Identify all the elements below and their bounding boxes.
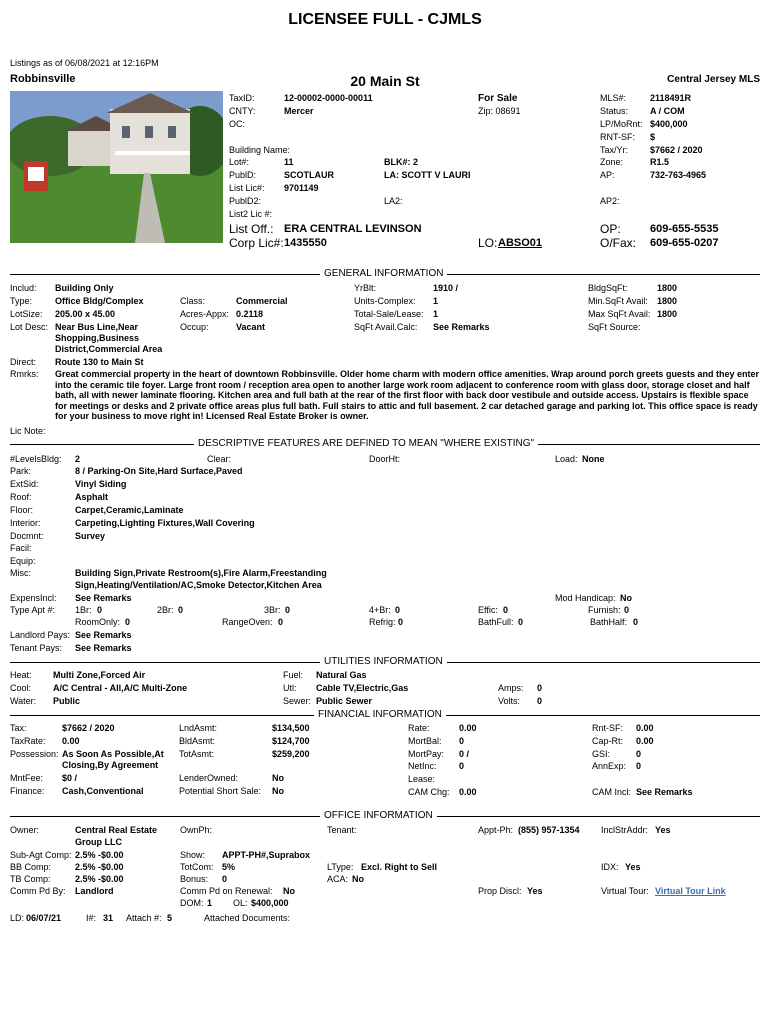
mls-area: Central Jersey MLS: [667, 74, 760, 85]
heat-label: Heat:: [10, 670, 32, 680]
i-label: I#:: [86, 913, 97, 923]
prop-discl-label: Prop Discl:: [478, 886, 522, 896]
interior-value: Carpeting,Lighting Fixtures,Wall Covering: [75, 518, 255, 528]
units-value: 1: [433, 296, 439, 306]
bb-comp-value: 2.5% -$0.00: [75, 862, 124, 872]
water-label: Water:: [10, 696, 37, 706]
town: Robbinsville: [10, 73, 76, 85]
levels-label: #LevelsBldg:: [10, 454, 62, 464]
ltype-label: LType:: [327, 862, 354, 872]
lo-code[interactable]: ABSO01: [498, 237, 543, 249]
br3-label: 3Br:: [264, 605, 281, 615]
lotsize-label: LotSize:: [10, 309, 43, 319]
includ-label: Includ:: [10, 283, 37, 293]
sqft-calc-value: See Remarks: [433, 322, 490, 332]
ld-value: 06/07/21: [26, 913, 62, 923]
office-title: OFFICE INFORMATION: [320, 810, 437, 822]
directions-value: Route 130 to Main St: [55, 357, 144, 367]
lot-label: Lot#:: [229, 157, 250, 167]
bathhalf-value: 0: [633, 617, 639, 627]
br1-value: 0: [97, 605, 103, 615]
type-value: Office Bldg/Complex: [55, 296, 144, 306]
possession-label: Possession:: [10, 749, 59, 759]
br2-value: 0: [178, 605, 184, 615]
utl-label: Utl:: [283, 683, 297, 693]
corp-lic-label: Corp Lic#:: [229, 236, 284, 250]
remarks-label: Rmrks:: [10, 369, 39, 379]
type-label: Type:: [10, 296, 33, 306]
gsi-label: GSI:: [592, 749, 611, 759]
list-office-label: List Off.:: [229, 222, 274, 236]
cam-chg-value: 0.00: [459, 787, 477, 797]
comm-pd-label: Comm Pd By:: [10, 886, 66, 896]
zone-value: R1.5: [650, 157, 670, 167]
taxid-label: TaxID:: [229, 93, 255, 103]
tenant-pays-value: See Remarks: [75, 643, 132, 653]
gsi-value: 0: [636, 749, 642, 759]
ap-label: AP:: [600, 170, 615, 180]
bonus-label: Bonus:: [180, 874, 209, 884]
misc-line2: Sign,Heating/Ventilation/AC,Smoke Detector,Kitchen Area: [75, 580, 322, 590]
roomonly-value: 0: [125, 617, 131, 627]
roof-label: Roof:: [10, 492, 32, 502]
ap-phone: 732-763-4965: [650, 170, 707, 180]
bathfull-label: BathFull:: [478, 617, 514, 627]
load-label: Load:: [555, 454, 578, 464]
i-value: 31: [103, 913, 114, 923]
clear-label: Clear:: [207, 454, 232, 464]
property-photo: [10, 91, 223, 243]
idx-value: Yes: [625, 862, 641, 872]
rnt-sf-fin-value: 0.00: [636, 723, 654, 733]
idx-label: IDX:: [601, 862, 619, 872]
owner-label: Owner:: [10, 825, 40, 835]
landlord-pays-label: Landlord Pays:: [10, 630, 71, 640]
interior-label: Interior:: [10, 518, 41, 528]
finance-label: Finance:: [10, 786, 45, 796]
volts-label: Volts:: [498, 696, 521, 706]
dom-value: 1: [207, 898, 213, 908]
water-value: Public: [53, 696, 81, 706]
office-phone: 609-655-5535: [650, 223, 719, 235]
attach-value: 5: [167, 913, 173, 923]
publd-value: SCOTLAUR: [284, 170, 334, 180]
tenant-label: Tenant:: [327, 825, 357, 835]
lender-owned-label: LenderOwned:: [179, 773, 239, 783]
blk: BLK#: 2: [384, 157, 419, 167]
owner-line1: Central Real Estate: [75, 825, 158, 835]
amps-value: 0: [537, 683, 543, 693]
attach-label: Attach #:: [126, 913, 162, 923]
max-sqft-value: 1800: [657, 309, 678, 319]
totcom-value: 5%: [222, 862, 236, 872]
remarks-text: Great commercial property in the heart of downtown Robbinsville. Older home charm with modern office amenities. Wrap around porch greets guests and they enter into the ceramic tile foyer. Large front room / reception area open to another large work room adjacent to conference room with glass door, storage closet and half bath, all with newer laminate flooring. Kitchen area and full bath at the rear of the first floor with back door vestibule and outside access. Upstairs is flexible space for meetings or desks and 2 private office areas plus full bath. Full stairs to attic and full basement. 2 car detached garage and parking lot. This office space is ready for your business to move right in! Licensed Real Estate Broker is owner.: [55, 369, 759, 421]
owner-line2: Group LLC: [75, 837, 122, 847]
rnt-sf-label: RNT-SF:: [600, 132, 635, 142]
bonus-value: 0: [222, 874, 228, 884]
sewer-value: Public Sewer: [316, 696, 373, 706]
lender-owned-value: No: [272, 773, 284, 783]
bldg-sqft-value: 1800: [657, 283, 678, 293]
class-label: Class:: [180, 296, 206, 306]
utilities-header: [10, 656, 760, 668]
ld-label: LD:: [10, 913, 25, 923]
publd2-label: PublD2:: [229, 196, 262, 206]
lot-desc-line2: Shopping,Business: [55, 333, 140, 343]
lp-label: LP/MoRnt:: [600, 119, 643, 129]
short-sale-value: No: [272, 786, 284, 796]
taxid-value: 12-00002-0000-00011: [284, 93, 373, 103]
rate-value: 0.00: [459, 723, 477, 733]
netinc-label: NetInc:: [408, 761, 437, 771]
attached-docs-label: Attached Documents:: [204, 913, 291, 923]
mls-label: MLS#:: [600, 93, 627, 103]
ol-value: $400,000: [251, 898, 289, 908]
list2-lic-label: List2 Lic #:: [229, 209, 273, 219]
br4-label: 4+Br:: [369, 605, 391, 615]
financial-header: [10, 709, 760, 721]
bathfull-value: 0: [518, 617, 524, 627]
renewal-label: Comm Pd on Renewal:: [180, 886, 273, 896]
tax-yr-value: $7662 / 2020: [650, 145, 703, 155]
publd-label: PublD:: [229, 170, 257, 180]
mortpay-label: MortPay:: [408, 749, 445, 759]
rnt-sf-value: $: [650, 132, 656, 142]
incl-str-addr-label: InclStrAddr:: [601, 825, 649, 835]
sub-agt-value: 2.5% -$0.00: [75, 850, 124, 860]
show-label: Show:: [180, 850, 206, 860]
short-sale-label: Potential Short Sale:: [179, 786, 262, 796]
annexp-value: 0: [636, 761, 642, 771]
listings-date: Listings as of 06/08/2021 at 12:16PM: [10, 58, 159, 68]
lot-value: 11: [284, 157, 294, 167]
yrblt-value: 1910 /: [433, 283, 459, 293]
br4-value: 0: [395, 605, 401, 615]
general-info-header: [10, 268, 760, 280]
office-fax: 609-655-0207: [650, 237, 719, 249]
park-value: 8 / Parking-On Site,Hard Surface,Paved: [75, 466, 243, 476]
effic-value: 0: [503, 605, 509, 615]
br1-label: 1Br:: [75, 605, 92, 615]
doorht-label: DoorHt:: [369, 454, 401, 464]
totasmt-label: TotAsmt:: [179, 749, 215, 759]
cap-rt-value: 0.00: [636, 736, 654, 746]
utl-value: Cable TV,Electric,Gas: [316, 683, 409, 693]
county-label: CNTY:: [229, 106, 256, 116]
mod-handicap-label: Mod Handicap:: [555, 593, 616, 603]
max-sqft-label: Max SqFt Avail:: [588, 309, 651, 319]
sub-agt-label: Sub-Agt Comp:: [10, 850, 72, 860]
volts-value: 0: [537, 696, 543, 706]
rangeoven-value: 0: [278, 617, 284, 627]
taxrate-value: 0.00: [62, 736, 80, 746]
totasmt-value: $259,200: [272, 749, 310, 759]
descriptive-header: [10, 438, 760, 450]
tb-comp-label: TB Comp:: [10, 874, 51, 884]
refrig-label: Refrig:: [369, 617, 396, 627]
expens-label: ExpensIncl:: [10, 593, 57, 603]
list-office-value: ERA CENTRAL LEVINSON: [284, 223, 422, 235]
roof-value: Asphalt: [75, 492, 109, 502]
lotsize-value: 205.00 x 45.00: [55, 309, 116, 319]
zone-label: Zone:: [600, 157, 624, 167]
occup-label: Occup:: [180, 322, 209, 332]
sqft-calc-label: SqFt Avail.Calc:: [354, 322, 418, 332]
prop-discl-value: Yes: [527, 886, 543, 896]
roomonly-label: RoomOnly:: [75, 617, 121, 627]
units-label: Units-Complex:: [354, 296, 416, 306]
tenant-pays-label: Tenant Pays:: [10, 643, 63, 653]
facil-label: Facil:: [10, 543, 32, 553]
extsid-label: ExtSid:: [10, 479, 39, 489]
status-value: A / COM: [650, 106, 685, 116]
docmnt-value: Survey: [75, 531, 106, 541]
virtual-tour-label: Virtual Tour:: [601, 886, 649, 896]
misc-line1: Building Sign,Private Restroom(s),Fire Alarm,Freestanding: [75, 568, 327, 578]
lndasmt-label: LndAsmt:: [179, 723, 218, 733]
lot-desc-line3: District,Commercial Area: [55, 344, 163, 354]
cam-incl-value: See Remarks: [636, 787, 693, 797]
floor-value: Carpet,Ceramic,Laminate: [75, 505, 184, 515]
finance-value: Cash,Conventional: [62, 786, 144, 796]
sqft-source-label: SqFt Source:: [588, 322, 641, 332]
cool-label: Cool:: [10, 683, 32, 693]
mntfee-label: MntFee:: [10, 773, 44, 783]
for-sale-status: For Sale: [478, 93, 518, 104]
tax-label: Tax:: [10, 723, 27, 733]
status-label: Status:: [600, 106, 629, 116]
tb-comp-value: 2.5% -$0.00: [75, 874, 124, 884]
cap-rt-label: Cap-Rt:: [592, 736, 624, 746]
mortbal-label: MortBal:: [408, 736, 442, 746]
list-price: $400,000: [650, 119, 688, 129]
possession-line1: As Soon As Possible,At: [62, 749, 164, 759]
furnish-label: Furnish:: [588, 605, 621, 615]
ltype-value: Excl. Right to Sell: [361, 862, 438, 872]
possession-line2: Closing,By Agreement: [62, 760, 159, 770]
ap2-label: AP2:: [600, 196, 620, 206]
refrig-value: 0: [398, 617, 404, 627]
lot-desc-label: Lot Desc:: [10, 322, 49, 332]
mortbal-value: 0: [459, 736, 465, 746]
cam-chg-label: CAM Chg:: [408, 787, 450, 797]
lease-label: Lease:: [408, 774, 436, 784]
sewer-label: Sewer:: [283, 696, 312, 706]
min-sqft-value: 1800: [657, 296, 678, 306]
aca-label: ACA:: [327, 874, 349, 884]
tax-yr-label: Tax/Yr:: [600, 145, 629, 155]
mls-number: 2118491R: [650, 93, 692, 103]
lndasmt-value: $134,500: [272, 723, 310, 733]
zip: Zip: 08691: [478, 106, 521, 116]
mntfee-value: $0 /: [62, 773, 78, 783]
list-lic-label: List Lic#:: [229, 183, 265, 193]
docmnt-label: Docmnt:: [10, 531, 44, 541]
total-sale-value: 1: [433, 309, 439, 319]
br2-label: 2Br:: [157, 605, 174, 615]
financial-title: FINANCIAL INFORMATION: [314, 709, 446, 721]
tax-value: $7662 / 2020: [62, 723, 115, 733]
acres-label: Acres-Appx:: [180, 309, 230, 319]
lic-note-label: Lic Note:: [10, 426, 46, 436]
ol-label: OL:: [233, 898, 248, 908]
mod-handicap-value: No: [620, 593, 632, 603]
bathhalf-label: BathHalf:: [590, 617, 628, 627]
taxrate-label: TaxRate:: [10, 736, 46, 746]
class-value: Commercial: [236, 296, 288, 306]
show-value: APPT-PH#,Suprabox: [222, 850, 311, 860]
landlord-pays-value: See Remarks: [75, 630, 132, 640]
descriptive-title: DESCRIPTIVE FEATURES ARE DEFINED TO MEAN "WHERE EXISTING": [194, 438, 538, 450]
acres-value: 0.2118: [236, 309, 264, 319]
list-lic-value: 9701149: [284, 183, 319, 193]
bb-comp-label: BB Comp:: [10, 862, 52, 872]
comm-pd-value: Landlord: [75, 886, 114, 896]
type-apt-label: Type Apt #:: [10, 605, 56, 615]
levels-value: 2: [75, 454, 81, 464]
listing-agent: LA: SCOTT V LAURI: [384, 170, 471, 180]
county-value: Mercer: [284, 106, 314, 116]
appt-ph-value: (855) 957-1354: [518, 825, 580, 835]
utilities-title: UTILITIES INFORMATION: [320, 656, 447, 668]
min-sqft-label: Min.SqFt Avail:: [588, 296, 648, 306]
extsid-value: Vinyl Siding: [75, 479, 127, 489]
totcom-label: TotCom:: [180, 862, 214, 872]
cam-incl-label: CAM Incl:: [592, 787, 632, 797]
oc-label: OC:: [229, 119, 246, 129]
fuel-label: Fuel:: [283, 670, 304, 680]
listing-agent-2: LA2:: [384, 196, 403, 206]
floor-label: Floor:: [10, 505, 34, 515]
bldasmt-value: $124,700: [272, 736, 310, 746]
annexp-label: AnnExp:: [592, 761, 627, 771]
effic-label: Effic:: [478, 605, 498, 615]
load-value: None: [582, 454, 605, 464]
lo-label: LO:: [478, 236, 498, 250]
ownph-label: OwnPh:: [180, 825, 213, 835]
aca-value: No: [352, 874, 364, 884]
furnish-value: 0: [624, 605, 630, 615]
incl-str-addr-value: Yes: [655, 825, 671, 835]
report-title: LICENSEE FULL - CJMLS: [288, 11, 482, 28]
appt-ph-label: Appt-Ph:: [478, 825, 514, 835]
occup-value: Vacant: [236, 322, 266, 332]
office-header: [10, 810, 760, 822]
mortpay-value: 0 /: [459, 749, 470, 759]
total-sale-label: Total-Sale/Lease:: [354, 309, 424, 319]
equip-label: Equip:: [10, 556, 36, 566]
corp-lic-value: 1435550: [284, 237, 327, 249]
amps-label: Amps:: [498, 683, 524, 693]
bldasmt-label: BldAsmt:: [179, 736, 216, 746]
virtual-tour-link[interactable]: Virtual Tour Link: [655, 886, 726, 896]
rangeoven-label: RangeOven:: [222, 617, 273, 627]
op-label: OP:: [600, 222, 621, 236]
building-name-label: Building Name:: [229, 145, 291, 155]
address: 20 Main St: [350, 73, 420, 89]
cool-value: A/C Central - All,A/C Multi-Zone: [53, 683, 188, 693]
renewal-value: No: [283, 886, 295, 896]
office-fax-label: O/Fax:: [600, 236, 637, 250]
rnt-sf-fin-label: Rnt-SF:: [592, 723, 624, 733]
br3-value: 0: [285, 605, 291, 615]
directions-label: Direct:: [10, 357, 37, 367]
general-info-title: GENERAL INFORMATION: [320, 268, 447, 280]
fuel-value: Natural Gas: [316, 670, 367, 680]
misc-label: Misc:: [10, 568, 31, 578]
lot-desc-line1: Near Bus Line,Near: [55, 322, 139, 332]
yrblt-label: YrBlt:: [354, 283, 377, 293]
bldg-sqft-label: BldgSqFt:: [588, 283, 628, 293]
heat-value: Multi Zone,Forced Air: [53, 670, 146, 680]
park-label: Park:: [10, 466, 32, 476]
expens-value: See Remarks: [75, 593, 132, 603]
rate-label: Rate:: [408, 723, 430, 733]
netinc-value: 0: [459, 761, 465, 771]
includ-value: Building Only: [55, 283, 114, 293]
dom-label: DOM:: [180, 898, 204, 908]
